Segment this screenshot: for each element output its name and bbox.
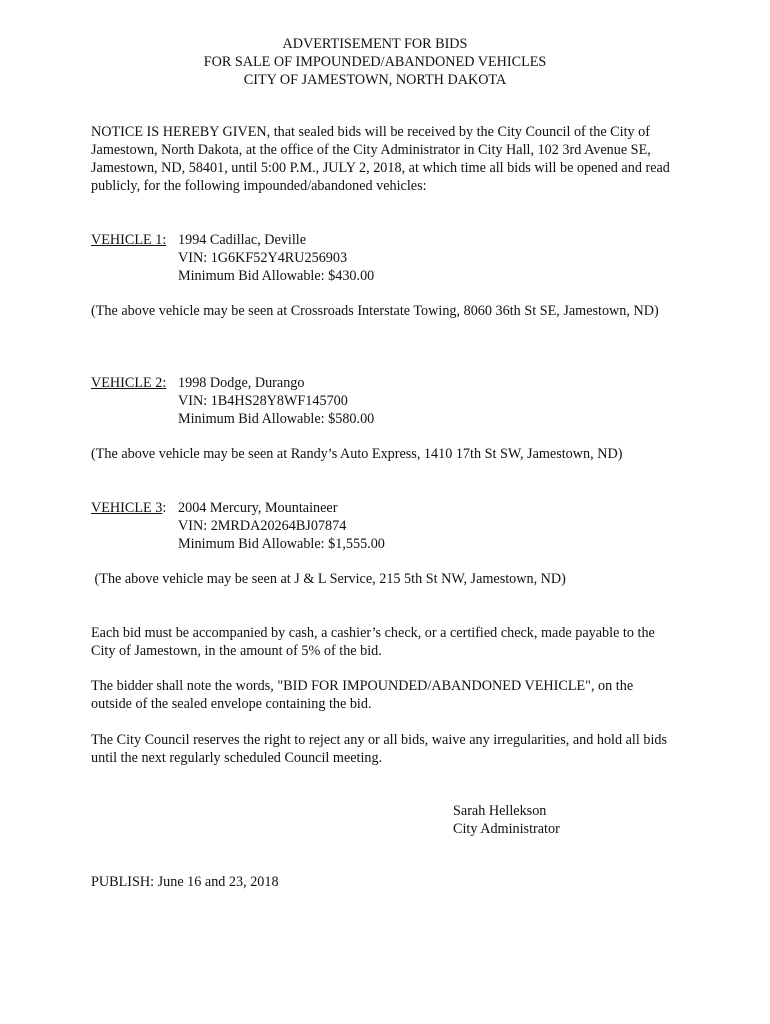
signature-name: Sarah Hellekson xyxy=(453,803,547,819)
vehicle-min-bid: Minimum Bid Allowable: $1,555.00 xyxy=(178,536,385,552)
vehicle-location: (The above vehicle may be seen at J & L Service, 215 5th St NW, Jamestown, ND) xyxy=(91,571,566,587)
vehicle-description: 1994 Cadillac, Deville xyxy=(178,232,307,248)
vehicle-location: (The above vehicle may be seen at Crossroads Interstate Towing, 8060 36th St SE, Jamestown, ND) xyxy=(91,303,659,319)
vehicle-description: 2004 Mercury, Mountaineer xyxy=(178,500,338,516)
payment-section xyxy=(91,624,671,660)
reserve-paragraph: The City Council reserves the right to reject any or all bids, waive any irregularities, and hold all bids until the next regularly scheduled Council meeting. xyxy=(91,732,668,766)
notice-section xyxy=(91,123,671,195)
publish-dates: PUBLISH: June 16 and 23, 2018 xyxy=(91,874,279,890)
vehicle-1-location xyxy=(91,302,671,320)
signature-block xyxy=(453,802,560,838)
vehicle-label: VEHICLE 1: xyxy=(91,232,167,248)
vehicle-3-location xyxy=(91,570,671,588)
vehicle-location: (The above vehicle may be seen at Randy’s Auto Express, 1410 17th St SW, Jamestown, ND) xyxy=(91,446,623,462)
vehicle-vin: VIN: 1G6KF52Y4RU256903 xyxy=(178,250,348,266)
vehicle-1 xyxy=(91,231,671,285)
vehicle-min-bid: Minimum Bid Allowable: $430.00 xyxy=(178,268,375,284)
signature-title: City Administrator xyxy=(453,821,560,837)
header-city: CITY OF JAMESTOWN, NORTH DAKOTA xyxy=(243,72,507,88)
vehicle-vin: VIN: 2MRDA20264BJ07874 xyxy=(178,518,347,534)
vehicle-2-location xyxy=(91,445,691,463)
header-subtitle: FOR SALE OF IMPOUNDED/ABANDONED VEHICLES xyxy=(203,54,547,70)
header-title: ADVERTISEMENT FOR BIDS xyxy=(282,36,468,52)
vehicle-label: VEHICLE 2: xyxy=(91,375,167,391)
vehicle-2 xyxy=(91,374,671,428)
envelope-paragraph: The bidder shall note the words, "BID FOR IMPOUNDED/ABANDONED VEHICLE", on the outside of the sealed envelope containing the bid. xyxy=(91,678,634,712)
vehicle-3 xyxy=(91,499,671,553)
envelope-section xyxy=(91,677,671,713)
vehicle-vin: VIN: 1B4HS28Y8WF145700 xyxy=(178,393,348,409)
vehicle-description: 1998 Dodge, Durango xyxy=(178,375,305,391)
document-header xyxy=(0,35,750,89)
reserve-section xyxy=(91,731,671,767)
vehicle-label: VEHICLE 3: xyxy=(91,500,167,516)
notice-paragraph: NOTICE IS HEREBY GIVEN, that sealed bids will be received by the City Council of the City of Jamestown, North Dakota, at the office of the City Administrator in City Hall, 102 3rd Avenue SE, Jamestown, ND, 58401, until 5:00 P.M., JULY 2, 2018, at which time all bids will be opened and read publicly, for the following impounded/abandoned vehicles: xyxy=(91,124,670,194)
payment-paragraph: Each bid must be accompanied by cash, a cashier’s check, or a certified check, made payable to the City of Jamestown, in the amount of 5% of the bid. xyxy=(91,625,655,659)
vehicle-min-bid: Minimum Bid Allowable: $580.00 xyxy=(178,411,375,427)
